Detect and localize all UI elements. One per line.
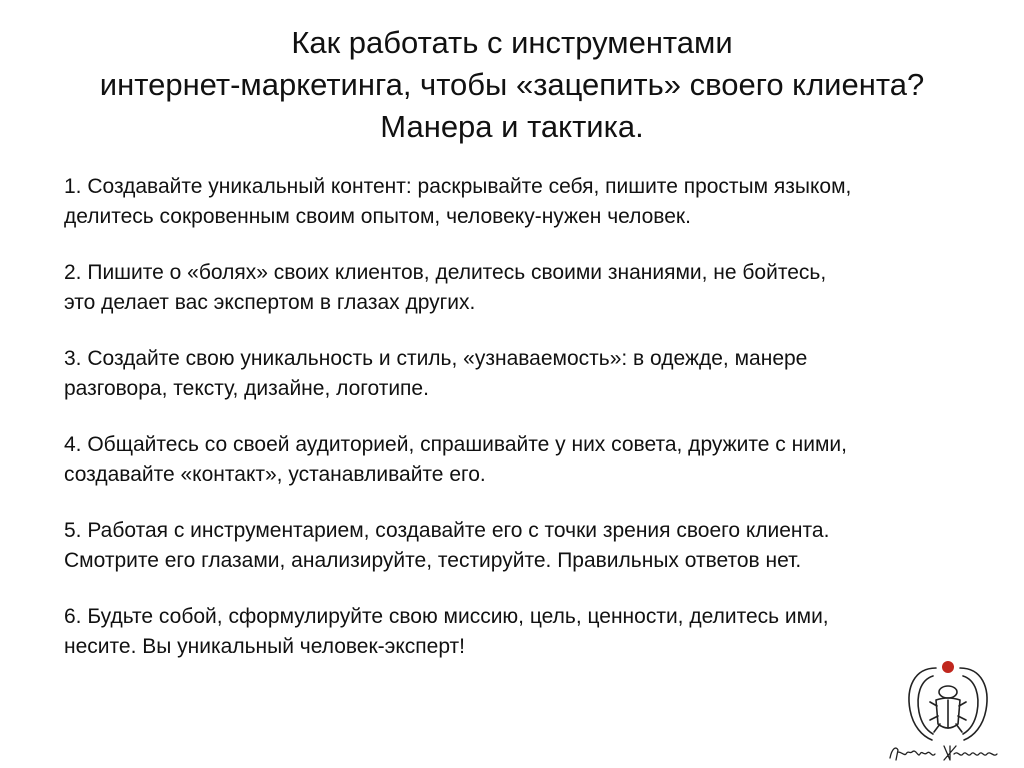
- list-item-line: несите. Вы уникальный человек-эксперт!: [64, 635, 466, 658]
- list-item: [64, 516, 984, 576]
- author-logo: [884, 654, 1012, 766]
- list-item-line: 2. Пишите о «болях» своих клиентов, делитесь своими знаниями, не бойтесь,: [64, 261, 827, 284]
- list-item-line: Смотрите его глазами, анализируйте, тестируйте. Правильных ответов нет.: [64, 549, 802, 572]
- list-item-line: это делает вас экспертом в глазах других.: [64, 291, 476, 314]
- title-line: Как работать с инструментами: [291, 25, 733, 60]
- scarab-beetle-icon: [909, 668, 987, 740]
- list-item: [64, 602, 984, 662]
- list-item: [64, 430, 984, 490]
- title-line: интернет-маркетинга, чтобы «зацепить» своего клиента?: [99, 67, 925, 102]
- slide-title: [20, 22, 1004, 148]
- title-line: Манера и тактика.: [380, 109, 644, 144]
- list-item-line: 4. Общайтесь со своей аудиторией, спрашивайте у них совета, дружите с ними,: [64, 433, 847, 456]
- list-item-line: делитесь сокровенным своим опытом, человеку-нужен человек.: [64, 205, 691, 228]
- list-item-line: 6. Будьте собой, сформулируйте свою миссию, цель, ценности, делитесь ими,: [64, 605, 829, 628]
- tips-list: [64, 172, 984, 688]
- list-item-line: 1. Создавайте уникальный контент: раскрывайте себя, пишите простым языком,: [64, 175, 852, 198]
- list-item: [64, 258, 984, 318]
- list-item-line: 5. Работая с инструментарием, создавайте его с точки зрения своего клиента.: [64, 519, 830, 542]
- red-sun-icon: [942, 661, 954, 673]
- list-item-line: 3. Создайте свою уникальность и стиль, «узнаваемость»: в одежде, манере: [64, 347, 808, 370]
- signature-graphic: [890, 746, 997, 760]
- list-item-line: создавайте «контакт», устанавливайте его.: [64, 463, 486, 486]
- list-item: [64, 172, 984, 232]
- list-item: [64, 344, 984, 404]
- list-item-line: разговора, тексту, дизайне, логотипе.: [64, 377, 429, 400]
